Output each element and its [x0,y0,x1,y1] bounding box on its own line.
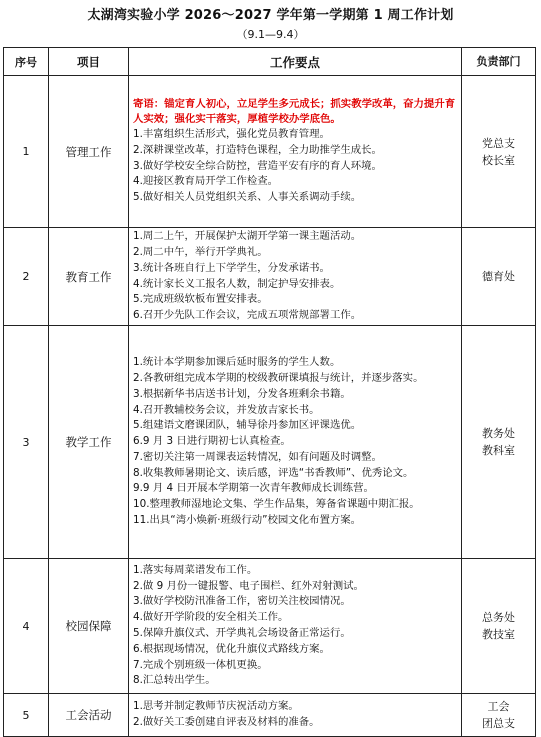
list-item: 10.整理教师湿地论文集、学生作品集，筹备省课题中期汇报。 [133,498,420,511]
list-item: 3.做好学校防汛准备工作，密切关注校园情况。 [133,595,351,608]
row-work-points [129,694,462,737]
list-item: 6.根据现场情况，优化升旗仪式路线方案。 [133,642,330,655]
row-project: 校园保障 [49,559,129,694]
table-row-education [4,228,536,326]
row-department [462,559,536,694]
list-item: 5.做好相关人员党组织关系、人事关系调动手续。 [133,191,362,204]
department-name: 团总支 [482,717,515,730]
list-item: 9.9 月 4 日开展本学期第一次青年教师成长训练营。 [133,482,374,495]
table-header-row [4,48,536,76]
department-name: 工会 [487,700,510,713]
work-plan-table [3,47,536,737]
list-item: 8.汇总转出学生。 [133,674,216,687]
list-item: 4.召开教辅校务会议，并发放吉家长书。 [133,403,320,416]
list-item: 3.根据新华书店送书计划，分发各班剩余书籍。 [133,387,351,400]
row-project: 教育工作 [49,228,129,326]
list-item: 1.周二上午，开展保护太湖开学第一课主题活动。 [133,230,362,243]
list-item: 5.保障升旗仪式、开学典礼会场设备正常运行。 [133,627,351,639]
department-name: 教务处 [482,427,515,440]
list-item: 2.深耕课堂改革，打造特色课程，全力助推学生成长。 [133,143,382,156]
department-name: 教技室 [482,628,515,641]
list-item: 7.密切关注第一周课表运转情况，如有问题及时调整。 [133,450,382,463]
table-row-teaching [4,326,536,559]
list-item: 1.丰富组织生活形式，强化党员教育管理。 [133,128,330,140]
row-project: 管理工作 [49,76,129,228]
list-item: 2.做 9 月份一键报警、电子围栏、红外对射测试。 [133,579,364,592]
list-item: 4.迎接区教育局开学工作检查。 [133,175,278,188]
header-work-points: 工作要点 [129,48,462,76]
department-name: 校长室 [482,153,515,167]
list-item: 6.召开少先队工作会议，完成五项常规部署工作。 [133,309,362,322]
list-item: 1.落实每周菜谱发布工作。 [133,563,258,576]
row-work-points [129,326,462,559]
list-item: 8.收集教师暑期论文、读后感，评选“书香教师”、优秀论文。 [133,466,414,479]
row-work-points [129,559,462,694]
list-item: 3.做好学校安全综合防控，营造平安有序的育人环境。 [133,159,382,172]
department-name: 总务处 [482,611,515,624]
list-item: 1.思考并制定教师节庆祝活动方案。 [133,700,299,713]
list-item: 5.完成班级软板布置安排表。 [133,293,268,306]
list-item: 2.做好关工委创建自评表及材料的准备。 [133,716,320,728]
row-department [462,326,536,559]
row-department [462,694,536,737]
list-item: 2.周二中午，举行开学典礼。 [133,245,268,258]
list-item: 3.统计各班自行上下学学生，分发承诺书。 [133,261,330,274]
header-department: 负责部门 [462,48,536,76]
row-work-points [129,76,462,228]
row-number: 1 [4,76,49,228]
department-name: 教科室 [482,444,515,457]
list-item: 7.完成个别班级一体机更换。 [133,658,268,671]
date-range: （9.1—9.4） [236,28,305,41]
header-project: 项目 [49,48,129,76]
row-number: 3 [4,326,49,559]
page-title: 太湖湾实验小学 2026～2027 学年第一学期第 1 周工作计划 [87,8,454,23]
list-item: 4.做好开学阶段的安全相关工作。 [133,611,289,624]
list-item: 5.组建语文磨课团队，辅导徐丹参加区评课选优。 [133,419,362,432]
row-number: 5 [4,694,49,737]
header-number: 序号 [4,48,49,76]
table-row-union [4,694,536,737]
row-department [462,228,536,326]
list-item: 4.统计家长义工报名人数，制定护导安排表。 [133,277,341,290]
list-item: 6.9 月 3 日进行期初七认真检查。 [133,435,291,448]
row-project: 工会活动 [49,694,129,737]
row-number: 4 [4,559,49,694]
motto-text: 寄语：锚定育人初心，立足学生多元成长；抓实教学改革，奋力提升育人实效；强化实干落实，厚植学校办学底色。 [133,98,456,125]
list-item: 1.统计本学期参加课后延时服务的学生人数。 [133,356,341,369]
list-item: 2.各教研组完成本学期的校级教研课填报与统计，并逐步落实。 [133,371,424,384]
list-item: 11.出具“湾小焕新·班级行动”校园文化布置方案。 [133,514,362,527]
row-number: 2 [4,228,49,326]
row-department [462,76,536,228]
table-row-campus-support [4,559,536,694]
department-name: 党总支 [482,136,515,150]
row-project: 教学工作 [49,326,129,559]
row-work-points [129,228,462,326]
department-name: 德育处 [482,270,515,283]
table-row-management [4,76,536,228]
